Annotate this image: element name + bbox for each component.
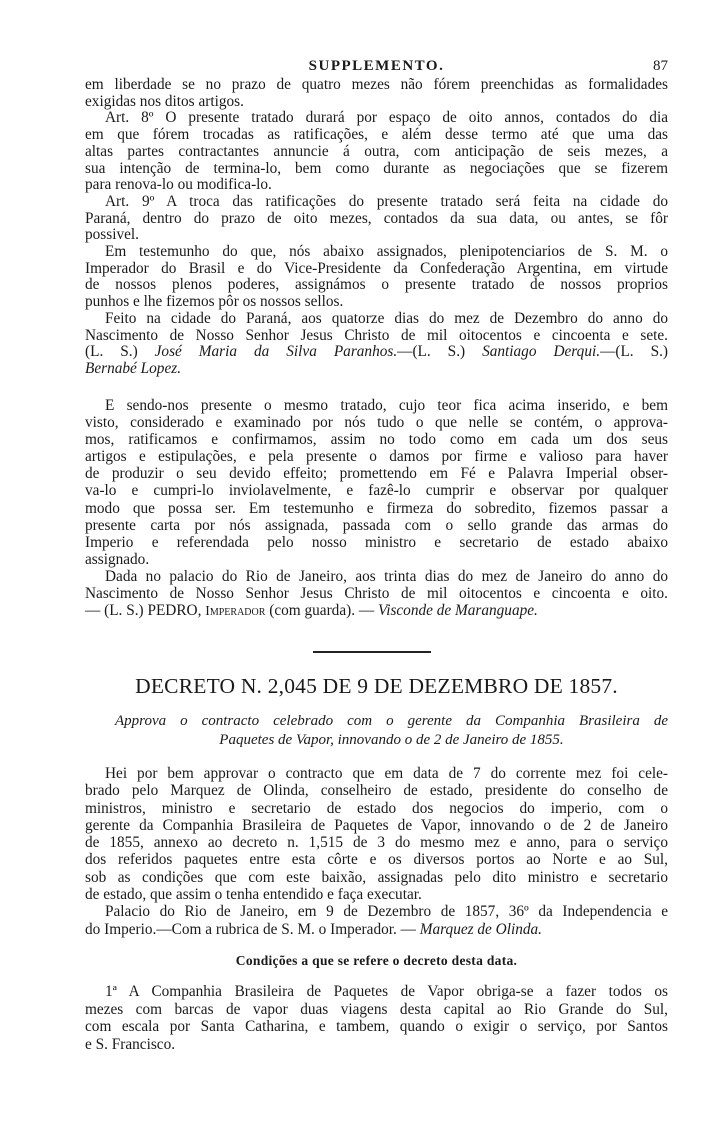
text-line: Art. 9º A troca das ratificações do presente tratado será feita na cidade do [105, 192, 668, 210]
paragraph [85, 397, 668, 568]
treaty-articles-section [85, 77, 668, 378]
text-segment: —(L. S.) [600, 343, 669, 361]
signature-name: Visconde de Maranguape. [377, 602, 538, 620]
decree-summary-line: Approva o contracto celebrado com o gerente da Companhia Brasileira de [115, 713, 668, 729]
paragraph [85, 311, 668, 378]
text-line [85, 921, 668, 938]
paragraph [85, 568, 668, 619]
text-line: Paraná, dentro do prazo de oito mezes, contados da sua data, ou antes, se fôr [85, 209, 668, 227]
text-line: para renova-lo ou modifica-lo. [85, 176, 272, 194]
signature-name: Bernabé Lopez. [85, 359, 182, 377]
text-segment: (L. S.) [85, 343, 155, 361]
decree-title: DECRETO N. 2,045 DE 9 DE DEZEMBRO DE 1857. [135, 674, 618, 698]
conditions-section [85, 983, 668, 1054]
text-line: Em testemunho do que, nós abaixo assignados, plenipotenciarios de S. M. o [105, 243, 668, 261]
text-line: Nascimento de Nosso Senhor Jesus Christo de mil oitocentos e cincoenta e oito. [85, 585, 668, 603]
text-segment: (com guarda). — [265, 602, 378, 620]
text-line: Feito na cidade do Paraná, aos quatorze dias do mez de Dezembro do anno do [105, 309, 668, 327]
text-line: brado pelo Marquez de Olinda, conselheiro de estado, presidente do conselho de [85, 782, 668, 800]
paragraph [85, 903, 668, 938]
text-line: mezes com barcas de vapor duas viagens desta capital ao Rio Grande do Sul, [85, 1000, 668, 1018]
section-divider [313, 651, 431, 653]
text-segment: —(L. S.) [397, 343, 483, 361]
text-line: em liberdade se no prazo de quatro mezes não fórem preenchidas as formalidades [85, 76, 668, 93]
running-header [85, 58, 668, 78]
text-line: altas partes contractantes annuncie á outra, com anticipação de seis mezes, a [85, 142, 668, 160]
text-line: e S. Francisco. [85, 1036, 176, 1054]
paragraph [85, 77, 668, 110]
text-line: Hei por bem approvar o contracto que em data de 7 do corrente mez foi cele- [105, 765, 668, 782]
text-line: gerente da Companhia Brasileira de Paquetes de Vapor, innovando o de 2 de Janeiro [85, 816, 668, 834]
text-line [85, 344, 668, 361]
paragraph [85, 110, 668, 194]
text-line: ministros, ministro e secretario de estado dos negocios do imperio, com o [85, 799, 668, 817]
conditions-heading: Condições a que se refere o decreto desta data. [235, 953, 518, 968]
text-line: de nossos plenos poderes, assignámos o presente tratado de nossos proprios [85, 276, 668, 294]
text-line: mos, ratificamos e confirmamos, assim no todo como em cada um dos seus [85, 431, 668, 449]
text-line: Palacio do Rio de Janeiro, em 9 de Dezembro de 1857, 36º da Independencia e [105, 903, 668, 921]
text-line: presente carta por nós assignada, passada com o sello grande das armas do [85, 516, 668, 534]
text-segment: — (L. S.) PEDRO, [85, 602, 206, 620]
text-line: punhos e lhe fizemos pôr os nossos sellos. [85, 293, 344, 311]
text-line: modo que possa ser. Em testemunho e firmeza do sobredito, fizemos passar a [85, 499, 668, 517]
text-line: Dada no palacio do Rio de Janeiro, aos trinta dias do mez de Janeiro do anno do [105, 567, 668, 585]
text-line: de 1855, annexo ao decreto n. 1,515 de 3 do mesmo mez e anno, para o serviço [85, 834, 668, 852]
text-line: Nascimento de Nosso Senhor Jesus Christo de mil oitocentos e cincoenta e sete. [85, 326, 668, 344]
text-line: Imperio e referendada pelo nosso ministro e secretario de estado abaixo [85, 533, 668, 551]
page-number: 87 [653, 58, 668, 74]
text-line: artigos e estipulações, e pela presente o damos por firme e valioso para haver [85, 448, 668, 466]
text-line: visto, considerado e examinado por nós tudo o que nelle se contém, o approva- [85, 414, 668, 432]
signature-name: José Maria da Silva Paranhos. [154, 343, 398, 361]
text-line: dos referidos paquetes entre esta côrte e os diversos portos ao Norte e ao Sul, [85, 851, 668, 869]
text-line: de produzir o seu devido effeito; promettendo em Fé e Palavra Imperial obser- [85, 465, 668, 483]
paragraph [85, 244, 668, 311]
text-line: va-lo e cumpri-lo inviolavelmente, e fazê-lo cumprir e observar por qualquer [85, 482, 668, 500]
text-line: 1ª A Companhia Brasileira de Paquetes de Vapor obriga-se a fazer todos os [105, 983, 668, 1000]
paragraph [85, 983, 668, 1054]
text-line: sua intenção de termina-lo, bem como durante as negociações que se fizerem [85, 159, 668, 177]
text-segment: do Imperio.—Com a rubrica de S. M. o Imperador. — [85, 920, 420, 938]
text-line: com escala por Santa Catharina, e tambem, quando o exigir o serviço, por Santos [85, 1018, 668, 1036]
text-line: Art. 8º O presente tratado durará por espaço de oito annos, contados do dia [105, 109, 668, 127]
decree-body-section [85, 765, 668, 938]
text-line [85, 361, 668, 378]
signature-name: Santiago Derqui. [482, 343, 601, 361]
signature-name: Marquez de Olinda. [419, 920, 542, 938]
text-line: possivel. [85, 226, 139, 244]
text-line: em que fórem trocadas as ratificações, e além desse termo até que uma das [85, 126, 668, 144]
paragraph [85, 765, 668, 903]
text-line: E sendo-nos presente o mesmo tratado, cujo teor fica acima inserido, e bem [105, 397, 668, 414]
paragraph [85, 194, 668, 244]
text-line: assignado. [85, 550, 150, 568]
ratification-section [85, 397, 668, 619]
decree-summary-line: Paquetes de Vapor, innovando o de 2 de Janeiro de 1855. [219, 732, 564, 748]
text-segment: Imperador [205, 603, 266, 619]
text-line: sob as condições que com este baixão, assignadas pelo dito ministro e secretario [85, 868, 668, 886]
text-line: de estado, que assim o tenha entendido e faça executar. [85, 886, 422, 904]
running-title: SUPPLEMENTO. [308, 58, 445, 74]
decree-summary [115, 712, 668, 750]
text-line [85, 602, 668, 619]
text-line: Imperador do Brasil e do Vice-Presidente da Confederação Argentina, em virtude [85, 259, 668, 277]
text-line: exigidas nos ditos artigos. [85, 92, 244, 110]
